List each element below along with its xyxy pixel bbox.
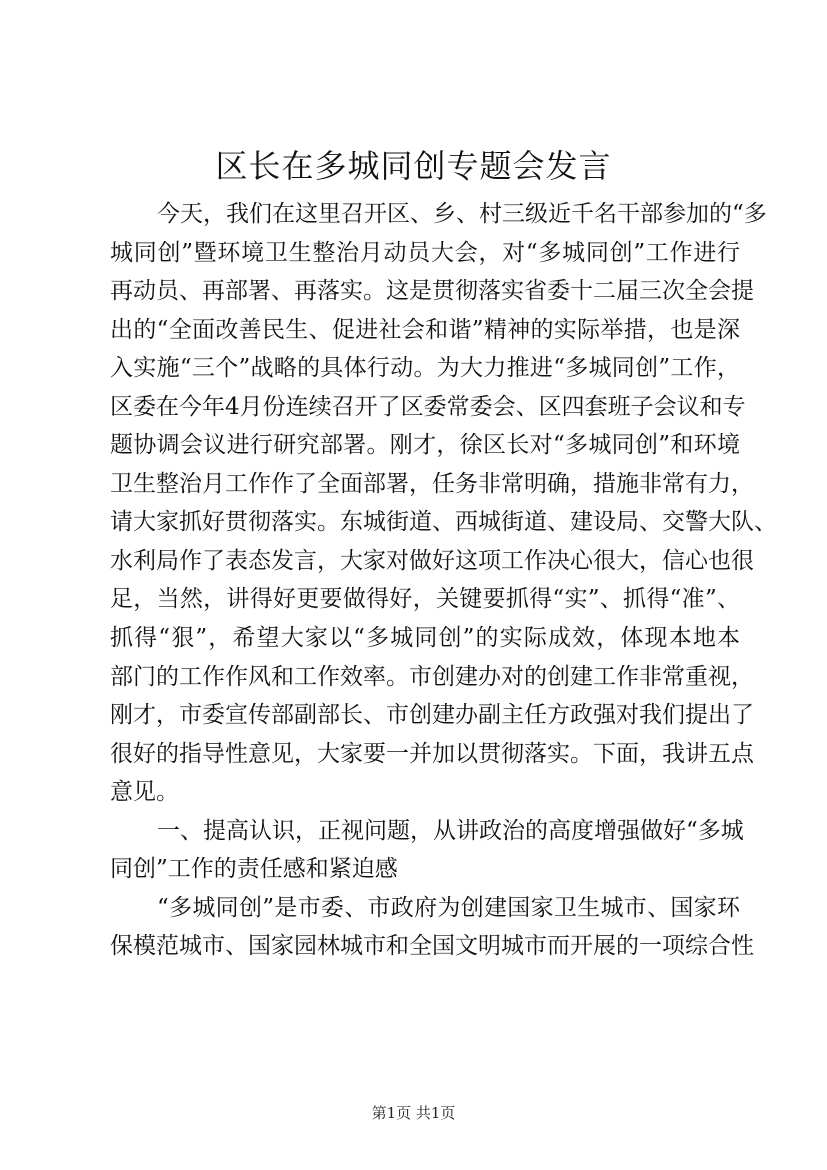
paragraph-line: 题协调会议进行研究部署。刚才，徐区长对“多城同创”和环境 (110, 432, 740, 459)
paragraph-line: 保模范城市、国家园林城市和全国文明城市而开展的一项综合性 (110, 933, 754, 960)
paragraph-line: 水利局作了表态发言，大家对做好这项工作决心很大，信心也很 (110, 547, 754, 574)
paragraph-line: 入实施“三个”战略的具体行动。为大力推进“多城同创”工作， (110, 355, 740, 382)
document-body (110, 195, 777, 966)
paragraph-line: 部门的工作作风和工作效率。市创建办对的创建工作非常重视， (110, 663, 754, 690)
paragraph-line: 今天，我们在这里召开区、乡、村三级近千名干部参加的“多 (157, 201, 767, 227)
paragraph-line: 再动员、再部署、再落实。这是贯彻落实省委十二届三次全会提 (110, 278, 754, 305)
paragraph-line: 抓得“狠”，希望大家以“多城同创”的实际成效，体现本地本 (110, 625, 740, 652)
paragraph-line: 很好的指导性意见，大家要一并加以贯彻落实。下面，我讲五点 (110, 740, 754, 767)
section-heading-line: 一、提高认识，正视问题，从讲政治的高度增强做好“多城 (157, 817, 744, 844)
paragraph-line: 刚才，市委宣传部副部长、市创建办副主任方政强对我们提出了 (110, 702, 754, 729)
paragraph-line: 足，当然，讲得好更要做得好，关键要抓得“实”、抓得“准”、 (110, 586, 740, 613)
page-number-footer: 第1页 共1页 (371, 1104, 456, 1122)
paragraph-line: “多城同创”是市委、市政府为创建国家卫生城市、国家环 (157, 894, 740, 921)
paragraph-line: 请大家抓好贯彻落实。东城街道、西城街道、建设局、交警大队、 (110, 509, 777, 536)
paragraph-line: 出的“全面改善民生、促进社会和谐”精神的实际举措，也是深 (110, 316, 740, 343)
section-heading-line: 同创”工作的责任感和紧迫感 (110, 856, 398, 883)
paragraph-line: 城同创”暨环境卫生整治月动员大会，对“多城同创”工作进行 (110, 239, 740, 266)
document-title: 区长在多城同创专题会发言 (215, 147, 612, 185)
paragraph-line: 意见。 (110, 779, 179, 806)
paragraph-line: 卫生整治月工作作了全面部署，任务非常明确，措施非常有力， (110, 470, 754, 497)
paragraph-line: 区委在今年4月份连续召开了区委常委会、区四套班子会议和专 (110, 393, 746, 420)
